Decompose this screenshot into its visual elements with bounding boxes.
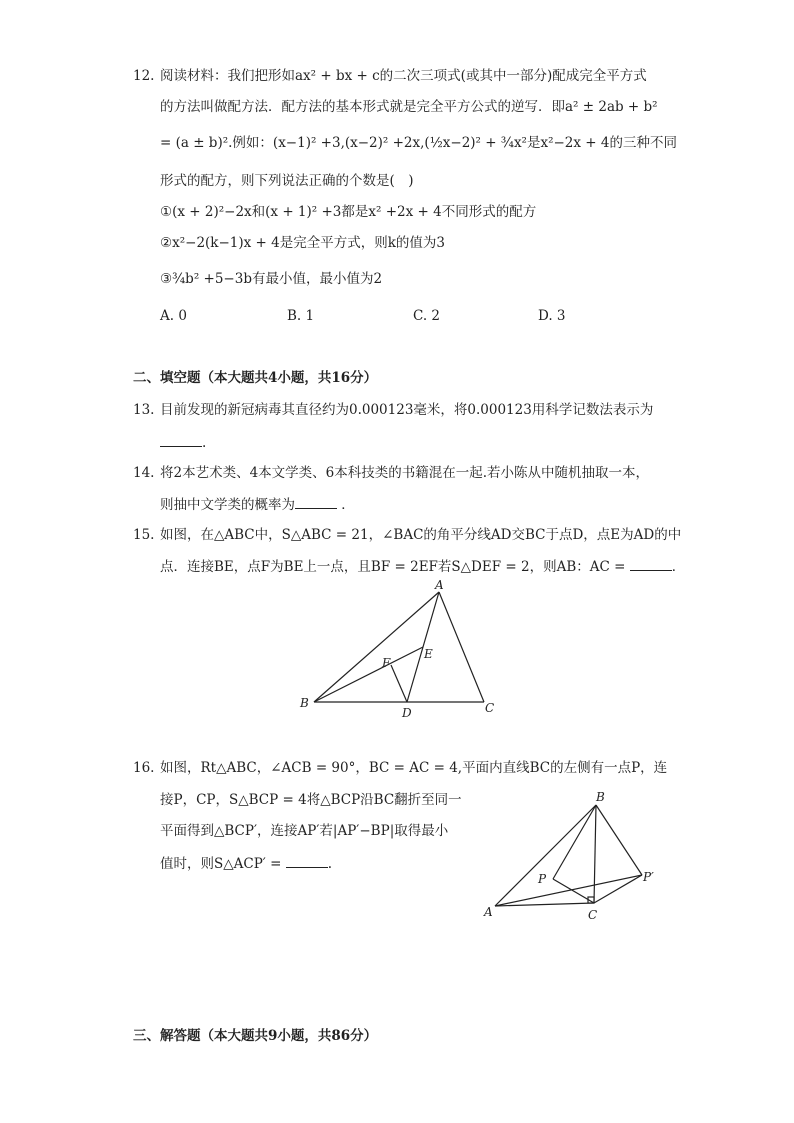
q15-label-c: C: [485, 701, 495, 715]
q16-segment-cp-prime: [594, 875, 642, 903]
q16-label-c: C: [588, 908, 598, 922]
q16-line-4: [160, 853, 332, 874]
q12-line-3: = (a ± b)².例如：(x−1)² +3,(x−2)² +2x,(½x−2)² + ¾x²是x²−2x + 4的三种不同: [160, 135, 677, 151]
q15-side-ac: [439, 592, 484, 702]
q16-segment-bp-prime: [596, 805, 642, 875]
q13-answer-blank: [160, 432, 202, 447]
q16-tail: .: [327, 856, 333, 872]
q16-line-2: 接P，CP，S△BCP = 4将△BCP沿BC翻折至同一: [160, 792, 462, 808]
q16-line-3: 平面得到△BCP′，连接AP′若|AP′−BP|取得最小: [160, 823, 449, 839]
q16-line-4-text: 值时，则S△ACP′ =: [160, 856, 282, 872]
q12-option-b: B. 1: [287, 308, 315, 324]
q15-label-b: B: [300, 696, 309, 710]
q12-option-c: C. 2: [413, 308, 441, 324]
q13-line-1: 目前发现的新冠病毒其直径约为0.000123毫米，将0.000123用科学记数法表示为: [160, 402, 654, 418]
q12-line-4: 形式的配方，则下列说法正确的个数是( ): [160, 173, 414, 189]
q13-number: 13.: [133, 402, 155, 418]
q14-answer-blank: [295, 494, 337, 509]
q14-number: 14.: [133, 465, 155, 481]
q12-statement-1: ①(x + 2)²−2x和(x + 1)² +3都是x² +2x + 4不同形式的配方: [160, 204, 537, 220]
q16-line-1: 如图，Rt△ABC，∠ACB = 90°，BC = AC = 4,平面内直线BC的左侧有一点P，连: [160, 760, 668, 776]
q16-fold-figure: [478, 785, 678, 930]
q16-segment-ap-prime: [495, 875, 642, 906]
q15-answer-blank: [630, 556, 672, 571]
q15-number: 15.: [133, 527, 155, 543]
q15-label-e: E: [424, 647, 433, 661]
q15-line-1: 如图，在△ABC中，S△ABC = 21，∠BAC的角平分线AD交BC于点D，点E为AD的中: [160, 527, 682, 543]
q12-line-2: 的方法叫做配方法．配方法的基本形式就是完全平方公式的逆写．即a² ± 2ab + b²: [160, 99, 658, 115]
q14-line-2: [160, 494, 355, 515]
q12-option-d: D. 3: [538, 308, 566, 324]
q16-answer-blank: [286, 853, 328, 868]
section-3-heading: 三、解答题（本大题共9小题，共86分）: [133, 1028, 378, 1044]
q14-line-2-text: 则抽中文学类的概率为: [160, 497, 295, 513]
q14-tail: ．: [341, 497, 355, 513]
q15-label-d: D: [402, 706, 412, 720]
q15-label-a: A: [435, 578, 444, 592]
q12-number: 12.: [133, 68, 155, 84]
q16-label-b: B: [596, 790, 605, 804]
q16-number: 16.: [133, 760, 155, 776]
q13-answer-line: [160, 432, 206, 453]
q15-segment-be: [314, 647, 423, 702]
q15-triangle-figure: [290, 578, 510, 723]
q12-statement-3: ③¾b² +5−3b有最小值，最小值为2: [160, 271, 383, 287]
q16-label-a: A: [484, 905, 493, 919]
q16-label-p-prime: P′: [643, 870, 654, 884]
q12-option-a: A. 0: [160, 308, 187, 324]
q15-label-f: F: [382, 656, 391, 670]
q15-segment-fd: [391, 665, 407, 702]
q16-side-bc: [594, 805, 596, 903]
q14-line-1: 将2本艺术类、4本文学类、6本科技类的书籍混在一起.若小陈从中随机抽取一本，: [160, 465, 650, 481]
q15-line-2-text: 点．连接BE，点F为BE上一点，且BF = 2EF若S△DEF = 2，则AB：AC =: [160, 559, 626, 575]
q15-line-2: [160, 556, 685, 577]
q15-side-ab: [314, 592, 439, 702]
q12-line-1: 阅读材料：我们把形如ax² + bx + c的二次三项式(或其中一部分)配成完全平方式: [160, 68, 647, 84]
q12-statement-2: ②x²−2(k−1)x + 4是完全平方式，则k的值为3: [160, 235, 446, 251]
section-2-heading: 二、填空题（本大题共4小题，共16分）: [133, 370, 378, 386]
q16-label-p: P: [538, 872, 547, 886]
q15-tail: ．: [671, 559, 686, 575]
q16-side-ab: [495, 805, 596, 906]
q13-tail: .: [202, 435, 207, 451]
